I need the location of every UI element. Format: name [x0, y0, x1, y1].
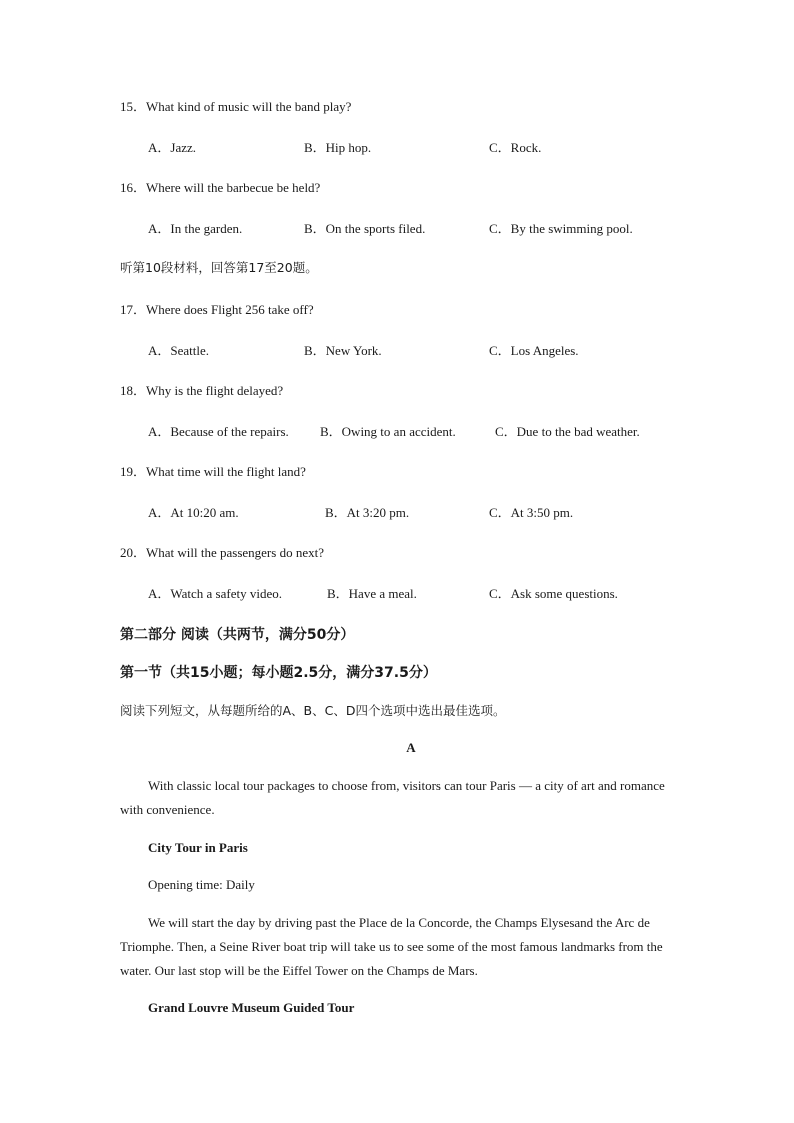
question-20-option-b: B．Have a meal. [327, 586, 417, 601]
question-18-option-a: A．Because of the repairs. [148, 424, 289, 439]
question-15-option-b: B．Hip hop. [304, 140, 372, 155]
tour-1-opening-time: Opening time: Daily [148, 877, 255, 892]
question-16-option-c: C．By the swimming pool. [489, 221, 633, 236]
question-18-stem: 18．Why is the flight delayed? [120, 383, 284, 398]
tour-1-title: City Tour in Paris [148, 840, 248, 855]
passage-intro: With classic local tour packages to choose from, visitors can tour Paris — a city of art and romance with convenience. [120, 778, 665, 817]
question-20-stem: 20．What will the passengers do next? [120, 545, 324, 560]
question-17-option-c: C．Los Angeles. [489, 343, 579, 358]
question-15-option-a: A．Jazz. [148, 140, 197, 155]
question-17-option-a: A．Seattle. [148, 343, 210, 358]
question-19-option-a: A．At 10:20 am. [148, 505, 239, 520]
question-15-stem: 15．What kind of music will the band play? [120, 99, 352, 114]
question-15-option-c: C．Rock. [489, 140, 542, 155]
tour-1-description: We will start the day by driving past the Place de la Concorde, the Champs Elysesand the Arc de Triomphe. Then, a Seine River boat trip will take us to see some of the most famous landmarks from the water. Our last stop will be the Eiffel Tower on the Champs de Mars. [120, 915, 663, 978]
question-20-option-c: C．Ask some questions. [489, 586, 618, 601]
part-2-heading: 第二部分 阅读（共两节，满分50分） [120, 627, 355, 643]
listening-instruction: 听第10段材料，回答第17至20题。 [120, 260, 318, 275]
question-19-stem: 19．What time will the flight land? [120, 464, 306, 479]
question-20-option-a: A．Watch a safety video. [148, 586, 282, 601]
question-19-option-b: B．At 3:20 pm. [325, 505, 410, 520]
tour-2-title: Grand Louvre Museum Guided Tour [148, 1000, 355, 1015]
question-17-option-b: B．New York. [304, 343, 382, 358]
reading-instruction: 阅读下列短文，从每题所给的A、B、C、D四个选项中选出最佳选项。 [120, 703, 506, 718]
question-19-option-c: C．At 3:50 pm. [489, 505, 574, 520]
question-17-stem: 17．Where does Flight 256 take off? [120, 302, 314, 317]
passage-label: A [406, 740, 416, 755]
question-16-option-a: A．In the garden. [148, 221, 243, 236]
section-1-heading: 第一节（共15小题；每小题2.5分，满分37.5分） [120, 665, 437, 681]
question-16-option-b: B．On the sports filed. [304, 221, 426, 236]
question-18-option-c: C．Due to the bad weather. [495, 424, 640, 439]
question-18-option-b: B．Owing to an accident. [320, 424, 456, 439]
question-16-stem: 16．Where will the barbecue be held? [120, 180, 321, 195]
